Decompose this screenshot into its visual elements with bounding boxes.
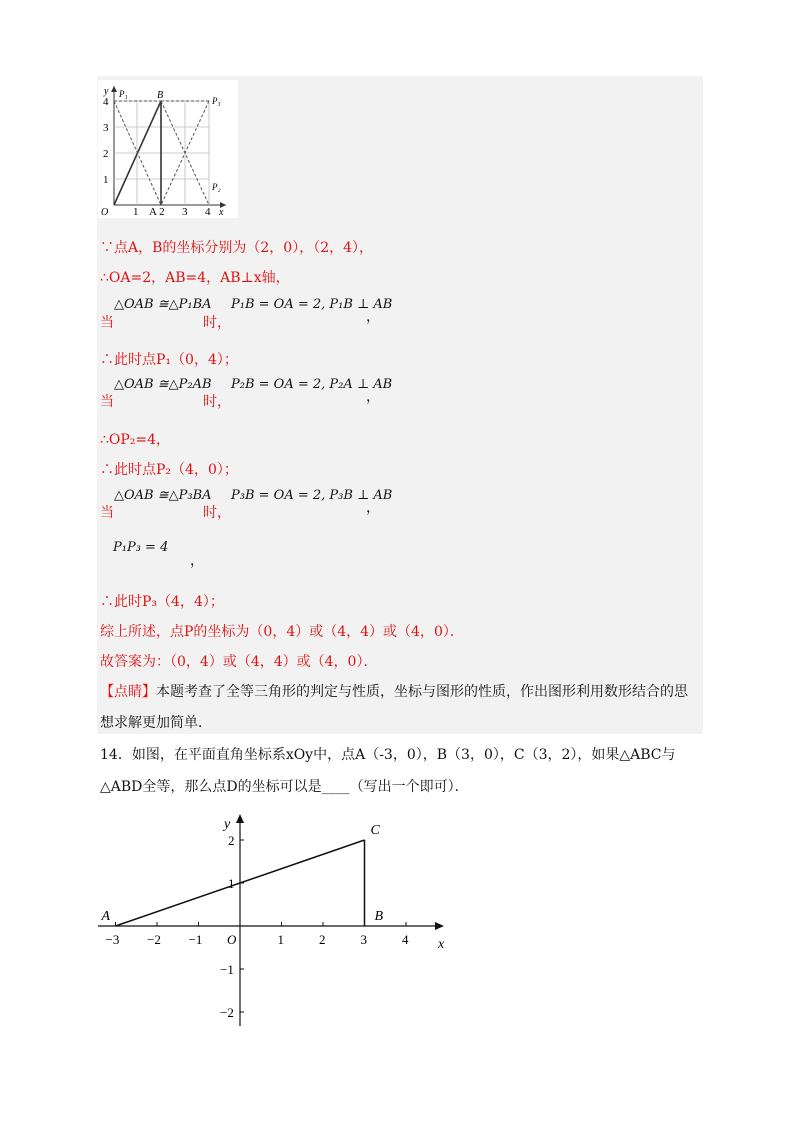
case2-congruence: △OAB ≅△P₂AB xyxy=(114,377,212,392)
case2-dang: 当 xyxy=(100,394,114,410)
fig1-y-tick: 3 xyxy=(103,122,109,134)
figure-2-chart xyxy=(90,808,460,1034)
solution-line-1: ∵点A，B的坐标分别为（2，0），（2，4）， xyxy=(100,240,374,256)
case3-p1p3-comma: ， xyxy=(190,553,204,569)
comment-line-2: 想求解更加简单． xyxy=(100,715,212,731)
case3-p1p3: P₁P₃ = 4 xyxy=(113,540,169,555)
y-tick-label: 1 xyxy=(228,876,235,891)
fig1-x-tick: A 2 xyxy=(149,206,165,218)
point-label-B: B xyxy=(374,909,384,924)
case2-equation: P₂B = OA = 2, P₂A ⊥ AB xyxy=(231,377,393,392)
y-tick-label: 2 xyxy=(228,833,235,848)
y-axis-arrow xyxy=(236,814,244,823)
fig1-x-tick: 4 xyxy=(205,206,211,218)
x-tick-label: 1 xyxy=(277,932,284,947)
solution-line-3: ∴此时点P₁（0，4）； xyxy=(100,352,238,368)
y-axis-label: y xyxy=(224,817,231,832)
case3-shi: 时， xyxy=(203,505,231,521)
case1-congruence: △OAB ≅△P₁BA xyxy=(114,297,212,312)
case3-equation: P₃B = OA = 2, P₃B ⊥ AB xyxy=(231,488,393,503)
y-tick-label: −2 xyxy=(220,1005,234,1020)
comment-tag: 【点睛】 xyxy=(100,684,156,700)
case3-dang: 当 xyxy=(100,505,114,521)
comment-line-1 xyxy=(100,681,688,701)
figure-1 xyxy=(98,80,238,218)
fig1-label-p2: P₂ xyxy=(212,182,221,192)
question14-line-1: 14．如图，在平面直角坐标系xOy中，点A（-3，0），B（3，0），C（3，2），如果△ABC与 xyxy=(100,747,676,763)
case3-congruence: △OAB ≅△P₃BA xyxy=(114,488,212,503)
fig1-label-p3: P₃ xyxy=(212,96,221,106)
fig1-label-b: B xyxy=(157,90,164,101)
point-label-A: A xyxy=(101,909,111,924)
fig1-origin: O xyxy=(101,207,109,218)
fig1-x-label: x xyxy=(219,207,224,218)
x-axis-label: x xyxy=(438,937,445,952)
x-axis-arrow xyxy=(435,922,444,930)
question14-line-2: △ABD全等，那么点D的坐标可以是____（写出一个即可）． xyxy=(100,779,469,795)
x-tick-label: −2 xyxy=(147,932,161,947)
x-tick-label: −3 xyxy=(105,932,120,947)
fig1-y-label: y xyxy=(104,86,109,97)
point-label-C: C xyxy=(370,823,380,838)
case1-shi: 时， xyxy=(203,315,231,331)
fig1-y-tick: 4 xyxy=(103,96,109,108)
comment-text-1: 本题考查了全等三角形的判定与性质，坐标与图形的性质，作出图形利用数形结合的思 xyxy=(156,684,688,700)
case2-comma: ， xyxy=(366,389,380,405)
case3-comma: ， xyxy=(366,500,380,516)
case1-dang: 当 xyxy=(100,315,114,331)
case2-shi: 时， xyxy=(203,394,231,410)
fig1-label-p1: P₁ xyxy=(119,89,128,99)
case1-comma: ， xyxy=(366,309,380,325)
origin-label: O xyxy=(227,932,237,947)
x-tick-label: 2 xyxy=(319,932,326,947)
fig1-x-tick: 1 xyxy=(133,206,139,218)
solution-line-2: ∴OA=2，AB=4，AB⊥x轴， xyxy=(100,270,290,286)
fig1-x-tick: 3 xyxy=(182,206,188,218)
solution-summary: 综上所述，点P的坐标为（0，4）或（4，4）或（4，0）． xyxy=(100,624,464,640)
x-tick-label: 3 xyxy=(360,932,367,947)
solution-line-6: ∴此时P₃（4，4）； xyxy=(100,594,224,610)
solution-answer: 故答案为：（0，4）或（4，4）或（4，0）． xyxy=(100,654,378,670)
case1-equation: P₁B = OA = 2, P₁B ⊥ AB xyxy=(231,297,393,312)
x-tick-label: −1 xyxy=(188,932,203,947)
x-tick-label: 4 xyxy=(402,932,409,947)
fig1-y-tick: 1 xyxy=(103,174,109,186)
fig1-y-tick: 2 xyxy=(103,148,109,160)
y-tick-label: −1 xyxy=(220,962,234,977)
solution-line-5: ∴此时点P₂（4，0）； xyxy=(100,462,238,478)
solution-line-4: ∴OP₂=4， xyxy=(100,432,171,448)
